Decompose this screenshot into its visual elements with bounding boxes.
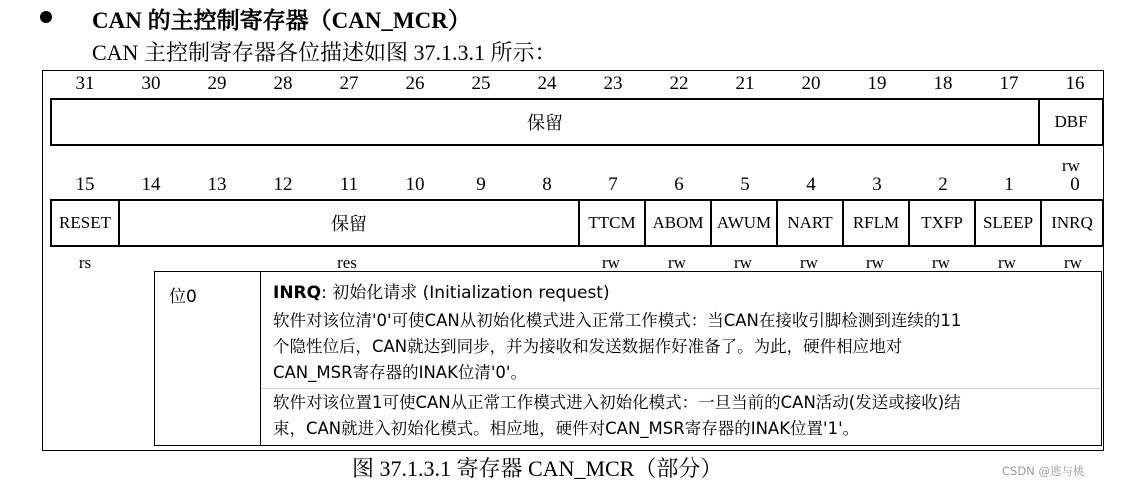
dbf-access: rw	[1062, 156, 1080, 175]
bit-number: 8	[542, 174, 552, 195]
access-inrq: rw	[1064, 253, 1082, 272]
bit-number: 25	[471, 73, 491, 94]
field-title-text: : 初始化请求 (Initialization request)	[321, 283, 610, 303]
bit-description-table	[154, 271, 1102, 446]
field-title	[273, 280, 1093, 306]
bit-number: 3	[872, 174, 882, 195]
bit-number: 9	[476, 174, 486, 195]
bit-number: 20	[801, 73, 821, 94]
bit-number: 4	[806, 174, 816, 195]
bullet-icon	[40, 11, 52, 23]
bit-number: 29	[207, 73, 227, 94]
field-name: INRQ	[273, 283, 322, 303]
bit-number: 7	[608, 174, 618, 195]
watermark: CSDN @逃与桃	[1002, 464, 1085, 478]
description-line: 软件对该位清'0'可使CAN从初始化模式进入正常工作模式：当CAN在接收引脚检测到连续的11	[273, 311, 962, 330]
bit-number: 16	[1065, 73, 1085, 94]
bit-number: 27	[339, 73, 359, 94]
bit-number: 5	[740, 174, 750, 195]
description-line: 软件对该位置1可使CAN从正常工作模式进入初始化模式：一旦当前的CAN活动(发送或接收)结	[273, 393, 961, 412]
reset-access: rs	[78, 253, 92, 272]
bit-number: 19	[867, 73, 887, 94]
field-txfp: TXFP	[910, 201, 976, 245]
access-sleep: rw	[998, 253, 1016, 272]
reserved-field-low: 保留	[120, 201, 580, 245]
bit-number: 26	[405, 73, 425, 94]
bit-label: 位0	[169, 287, 197, 307]
register-row-low	[50, 199, 1104, 247]
access-abom: rw	[668, 253, 686, 272]
field-ttcm: TTCM	[580, 201, 646, 245]
bit-number: 31	[75, 73, 95, 94]
bit-number: 18	[933, 73, 953, 94]
bit-number: 11	[339, 174, 359, 195]
bit-numbers-low	[52, 174, 1108, 196]
access-nart: rw	[800, 253, 818, 272]
access-ttcm: rw	[602, 253, 620, 272]
field-inrq: INRQ	[1051, 213, 1093, 232]
description-line: 束，CAN就进入初始化模式。相应地，硬件对CAN_MSR寄存器的INAK位置'1'。	[273, 419, 860, 438]
field-access-row	[578, 253, 1106, 273]
bit-number: 15	[75, 174, 95, 195]
bit-number: 0	[1070, 174, 1080, 195]
field-reset: RESET	[52, 201, 120, 245]
field-dbf: DBF	[1054, 112, 1088, 131]
access-txfp: rw	[932, 253, 950, 272]
bit-number: 30	[141, 73, 161, 94]
field-sleep: SLEEP	[976, 201, 1042, 245]
bit-number: 22	[669, 73, 689, 94]
register-row-high	[50, 98, 1104, 146]
figure-caption: 图 37.1.3.1 寄存器 CAN_MCR（部分）	[352, 456, 723, 481]
section-heading: CAN 的主控制寄存器（CAN_MCR）	[92, 8, 471, 33]
bit-numbers-high	[52, 73, 1108, 95]
reserved-access: res	[337, 253, 357, 272]
bit-number: 14	[141, 174, 161, 195]
field-rflm: RFLM	[844, 201, 910, 245]
access-rflm: rw	[866, 253, 884, 272]
field-awum: AWUM	[712, 201, 778, 245]
access-awum: rw	[734, 253, 752, 272]
bit-number: 1	[1004, 174, 1014, 195]
column-divider	[260, 272, 261, 445]
bit-number: 12	[273, 174, 293, 195]
field-abom: ABOM	[646, 201, 712, 245]
bit-number: 6	[674, 174, 684, 195]
reserved-field-high: 保留	[52, 100, 1040, 144]
bit-number: 21	[735, 73, 755, 94]
description-line: 个隐性位后，CAN就达到同步，并为接收和发送数据作好准备了。为此，硬件相应地对	[273, 337, 903, 356]
bit-number: 23	[603, 73, 623, 94]
bit-number: 17	[999, 73, 1019, 94]
bit-number: 13	[207, 174, 227, 195]
field-nart: NART	[778, 201, 844, 245]
bit-number: 2	[938, 174, 948, 195]
bit-number: 24	[537, 73, 557, 94]
bit-number: 10	[405, 174, 425, 195]
description-line: CAN_MSR寄存器的INAK位清'0'。	[273, 363, 527, 382]
row-separator	[261, 388, 1101, 389]
section-intro: CAN 主控制寄存器各位描述如图 37.1.3.1 所示：	[92, 40, 557, 65]
bit-number: 28	[273, 73, 293, 94]
